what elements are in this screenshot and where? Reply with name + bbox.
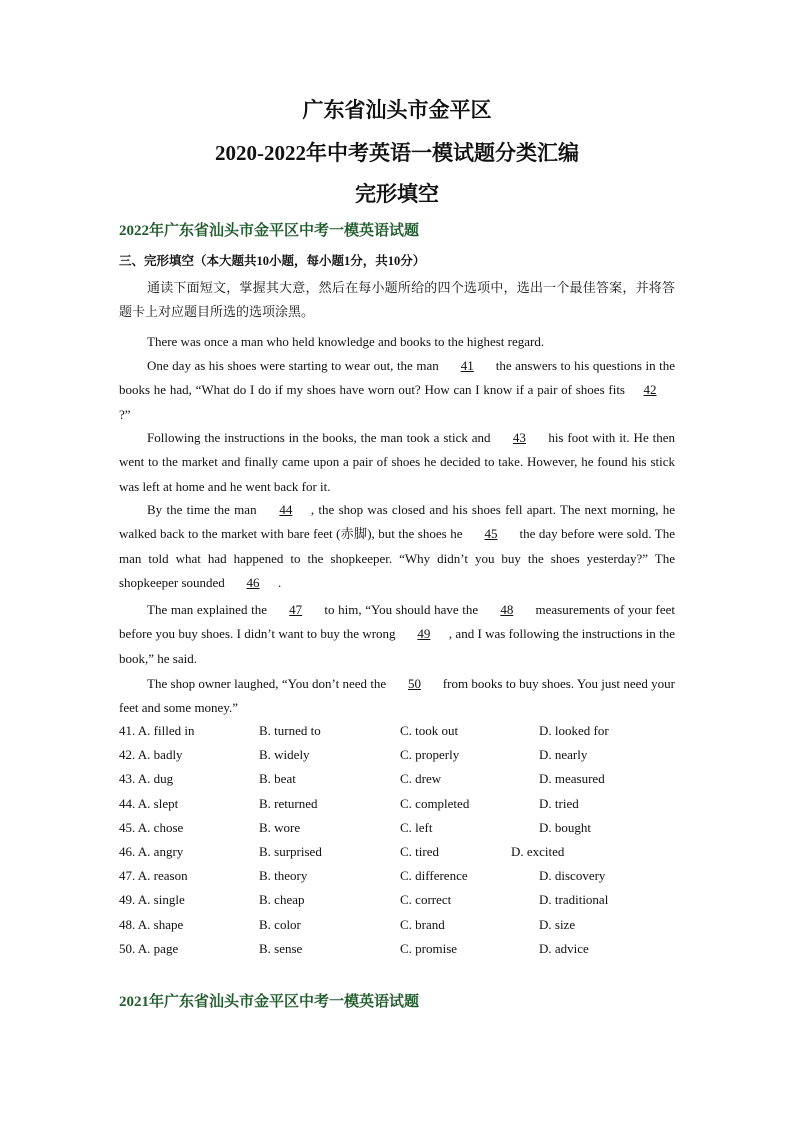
passage-paragraph-5 (119, 598, 675, 671)
passage-text: . (278, 574, 282, 590)
option-row (119, 743, 679, 767)
passage-text: One day as his shoes were starting to wear out, the man (147, 358, 439, 373)
blank-45: 45 (484, 526, 498, 542)
passage-paragraph-6 (119, 672, 675, 721)
option-d: D. advice (539, 940, 589, 956)
blank-49: 49 (417, 626, 431, 642)
option-d: D. size (539, 916, 576, 932)
option-d: D. tried (539, 795, 579, 811)
option-c: C. left (400, 819, 433, 835)
option-c: C. properly (400, 747, 460, 763)
section-subheading: 三、完形填空（本大题共10小题，每小题1分，共10分） (119, 254, 426, 268)
option-b: B. cheap (259, 892, 305, 908)
option-c: C. drew (400, 771, 442, 787)
passage-paragraph-2 (119, 354, 675, 427)
doc-title-topic: 完形填空 (355, 182, 439, 206)
passage-paragraph-1 (119, 330, 675, 354)
option-b: B. theory (259, 868, 308, 884)
option-d: D. discovery (539, 868, 606, 884)
option-b: B. color (259, 916, 301, 932)
option-a: 44. A. slept (119, 795, 179, 811)
passage-text: ?” (119, 406, 131, 422)
options-list (119, 719, 679, 961)
blank-50: 50 (408, 676, 421, 691)
passage-paragraph-4 (119, 498, 675, 595)
option-row (119, 840, 679, 864)
option-c: C. took out (400, 723, 459, 738)
option-row (119, 792, 679, 816)
option-a: 43. A. dug (119, 771, 174, 787)
option-d: D. excited (511, 843, 565, 859)
blank-48: 48 (500, 602, 514, 617)
option-d: D. traditional (539, 892, 609, 908)
option-a: 42. A. badly (119, 747, 183, 763)
option-c: C. difference (400, 868, 468, 884)
option-d: D. looked for (539, 723, 609, 738)
option-c: C. brand (400, 916, 445, 932)
passage-text: The shop owner laughed, “You don’t need the (147, 676, 387, 691)
passage-text: By the time the man (147, 502, 257, 517)
blank-44: 44 (279, 502, 293, 517)
passage-paragraph-3 (119, 426, 675, 499)
option-c: C. correct (400, 892, 452, 908)
doc-title-region: 广东省汕头市金平区 (302, 98, 492, 122)
option-a: 41. A. filled in (119, 723, 195, 738)
passage-text: the day before were sold. The man told what had happened to the shopkeeper. “Why didn’t you buy the shoes yesterday?” The shopkeeper sounded (119, 526, 676, 590)
option-b: B. beat (259, 771, 296, 787)
option-d: D. nearly (539, 747, 588, 763)
blank-47: 47 (289, 602, 303, 617)
instruction-paragraph: 通读下面短文，掌握其大意，然后在每小题所给的四个选项中，选出一个最佳答案，并将答题卡上对应题目所选的选项涂黑。 (119, 280, 675, 320)
passage-text: his foot with it. He then went to the market and finally came upon a pair of shoes he decided to take. However, he found his stick was left at home and he went back for it. (119, 430, 675, 494)
option-d: D. measured (539, 771, 605, 787)
passage-text: , and I was following the instructions in the book,” he said. (119, 626, 676, 666)
option-c: C. promise (400, 940, 458, 956)
option-a: 48. A. shape (119, 916, 184, 932)
passage-text: the answers to his questions in the books he had, “What do I do if my shoes have worn out? How can I know if a pair of shoes fits (119, 358, 675, 398)
option-c: C. tired (400, 843, 439, 859)
option-a: 45. A. chose (119, 819, 184, 835)
option-a: 47. A. reason (119, 868, 188, 884)
blank-41: 41 (460, 358, 474, 373)
option-row (119, 888, 679, 912)
passage-text: Following the instructions in the books, the man took a stick and (147, 430, 491, 445)
passage-text: measurements of your feet before you buy shoes. I didn’t want to buy the wrong (119, 602, 676, 642)
passage-text: There was once a man who held knowledge and books to the highest regard. (147, 334, 545, 349)
option-b: B. wore (259, 819, 301, 835)
blank-43: 43 (512, 430, 526, 445)
blank-42: 42 (643, 382, 657, 398)
option-b: B. turned to (259, 723, 321, 738)
option-row (119, 913, 679, 937)
section-heading-2022: 2022年广东省汕头市金平区中考一模英语试题 (119, 223, 420, 239)
passage-text: to him, “You should have the (324, 602, 479, 617)
option-d: D. bought (539, 819, 591, 835)
option-c: C. completed (400, 795, 470, 811)
option-b: B. widely (259, 747, 310, 763)
passage-text: from books to buy shoes. You just need your feet and some money.” (119, 676, 675, 716)
option-b: B. surprised (259, 843, 322, 859)
option-row (119, 816, 679, 840)
option-a: 46. A. angry (119, 843, 184, 859)
option-row (119, 937, 679, 961)
blank-46: 46 (246, 574, 260, 590)
option-a: 49. A. single (119, 892, 185, 908)
option-row (119, 767, 679, 791)
passage-text: , the shop was closed and his shoes fell apart. The next morning, he walked back to the market with bare feet (赤脚), but the shoes he (119, 502, 676, 542)
passage-text: The man explained the (147, 602, 267, 617)
option-row (119, 864, 679, 888)
section-heading-2021: 2021年广东省汕头市金平区中考一模英语试题 (119, 994, 420, 1010)
option-b: B. returned (259, 795, 318, 811)
doc-title-main: 2020-2022年中考英语一模试题分类汇编 (215, 141, 579, 165)
option-a: 50. A. page (119, 940, 179, 956)
option-b: B. sense (259, 940, 303, 956)
option-row (119, 719, 679, 743)
